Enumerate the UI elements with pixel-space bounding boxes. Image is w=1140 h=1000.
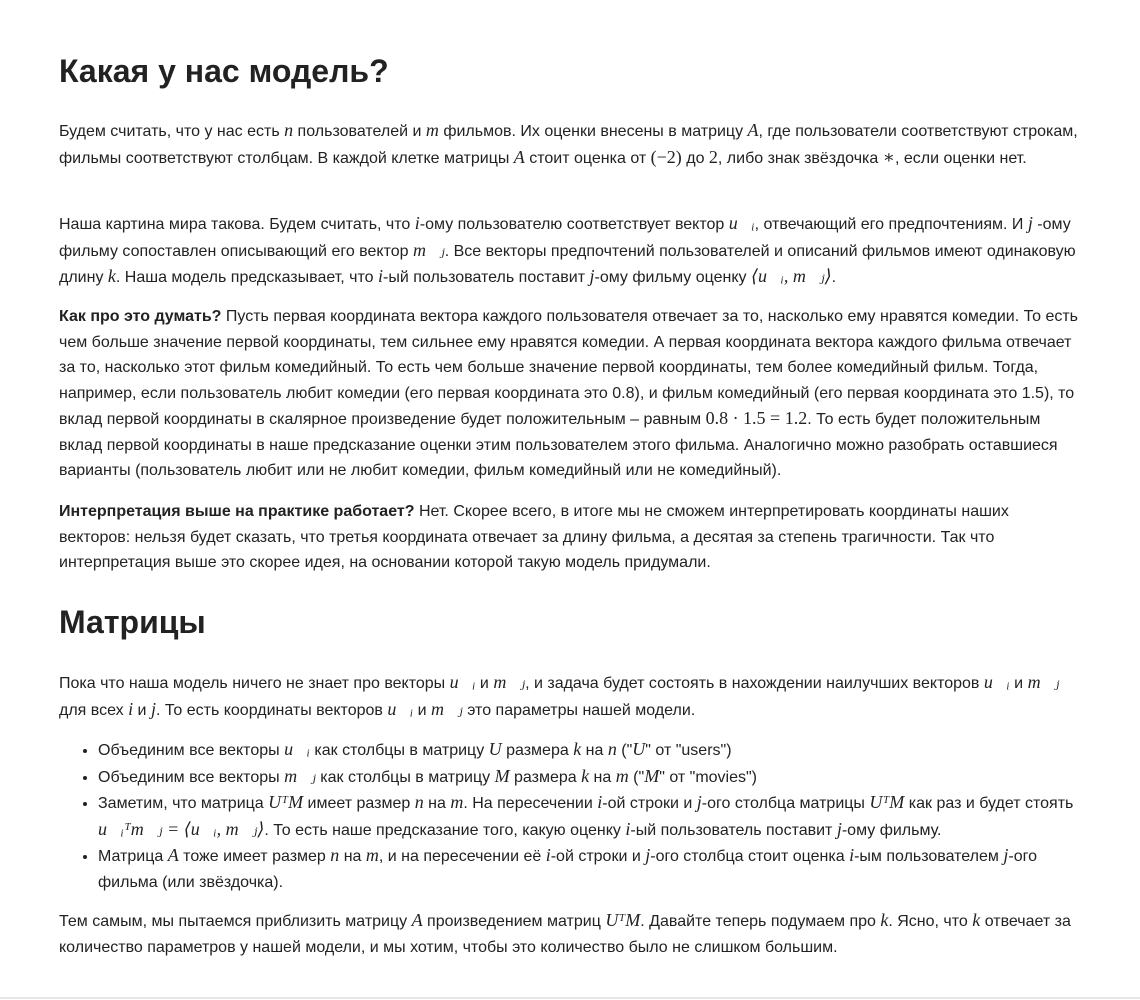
paragraph-world-model: Наша картина мира такова. Будем считать, что i-ому пользователю соответствует вектор u⃗ᵢ, отвечающий его предпочтениям. И j -ому фильму сопоставлен описывающий его вектор m⃗ⱼ. Все векторы предпочтений пользователей и описаний фильмов имеют одинаковую длину k. Наша модель предсказывает, что i-ый пользователь поставит j-ому фильму оценку ⟨u⃗ᵢ, m⃗ⱼ⟩.: [59, 213, 1076, 286]
list-item: • Объединим все векторы u⃗ᵢ как столбцы в матрицу U размера k на n ("U" от "users"): [98, 737, 1081, 764]
paragraph-intro: Будем считать, что у нас есть n пользователей и m фильмов. Их оценки внесены в матрицу A, где пользователи соответствуют строкам, фильмы соответствуют столбцам. В каждой клетке матрицы A стоит оценка от (−2) до 2, либо знак звёздочка ∗, если оценки нет.: [59, 120, 1078, 167]
list-item: • Матрица A тоже имеет размер n на m, и на пересечении её i-ой строки и j-ого столбца стоит оценка i-ым пользователем j-ого фильма (или звёздочка).: [98, 843, 1081, 895]
paragraph-approximation: Тем самым, мы пытаемся приблизить матрицу A произведением матриц UᵀM. Давайте теперь подумаем про k. Ясно, что k отвечает за количество параметров у нашей модели, и мы хотим, чтобы это количество было не слишком большим.: [59, 910, 1071, 956]
bottom-divider: [0, 997, 1140, 999]
section-title-model: Какая у нас модель?: [59, 53, 389, 89]
matrix-bullet-list: [59, 737, 1081, 895]
section-title-matrices: Матрицы: [59, 604, 206, 640]
paragraph-params: Пока что наша модель ничего не знает про векторы u⃗ᵢ и m⃗ⱼ, и задача будет состоять в нахождении наилучших векторов u⃗ᵢ и m⃗ⱼ для всех i и j. То есть координаты векторов u⃗ᵢ и m⃗ⱼ это параметры нашей модели.: [59, 672, 1060, 719]
list-item: • Заметим, что матрица UᵀM имеет размер n на m. На пересечении i-ой строки и j-ого столбца матрицы UᵀM как раз и будет стоять u⃗ᵢᵀm⃗ⱼ = ⟨u⃗ᵢ, m⃗ⱼ⟩. То есть наше предсказание того, какую оценку i-ый пользователь поставит j-ому фильму.: [98, 790, 1081, 843]
paragraph-interpretation: Интерпретация выше на практике работает? Нет. Скорее всего, в итоге мы не сможем интерпретировать координаты наших векторов: нельзя будет сказать, что третья координата отвечает за длину фильма, а десятая за степень трагичности. Так что интерпретация выше это скорее идея, на основании которой такую модель придумали.: [59, 503, 1009, 571]
list-item: • Объединим все векторы m⃗ⱼ как столбцы в матрицу M размера k на m ("M" от "movies"): [98, 764, 1081, 791]
paragraph-how-to-think: Как про это думать? Пусть первая координата вектора каждого пользователя отвечает за то, насколько ему нравятся комедии. То есть чем больше значение первой координаты, тем сильнее ему нравятся комедии. А первая координата вектора каждого фильма отвечает за то, насколько этот фильм комедийный. То есть чем больше значение первой координаты, тем более комедийный фильм. Тогда, например, если пользователь любит комедии (его первая координата это 0.8), и фильм комедийный (его первая координата это 1.5), то вклад первой координаты в скалярное произведение будет положительным – равным 0.8 · 1.5 = 1.2. То есть будет положительным вклад первой координаты в наше предсказание оценки этим пользователем этого фильма. Аналогично можно разобрать оставшиеся варианты (пользователь любит или не любит комедии, фильм комедийный или не комедийный).: [59, 308, 1079, 479]
